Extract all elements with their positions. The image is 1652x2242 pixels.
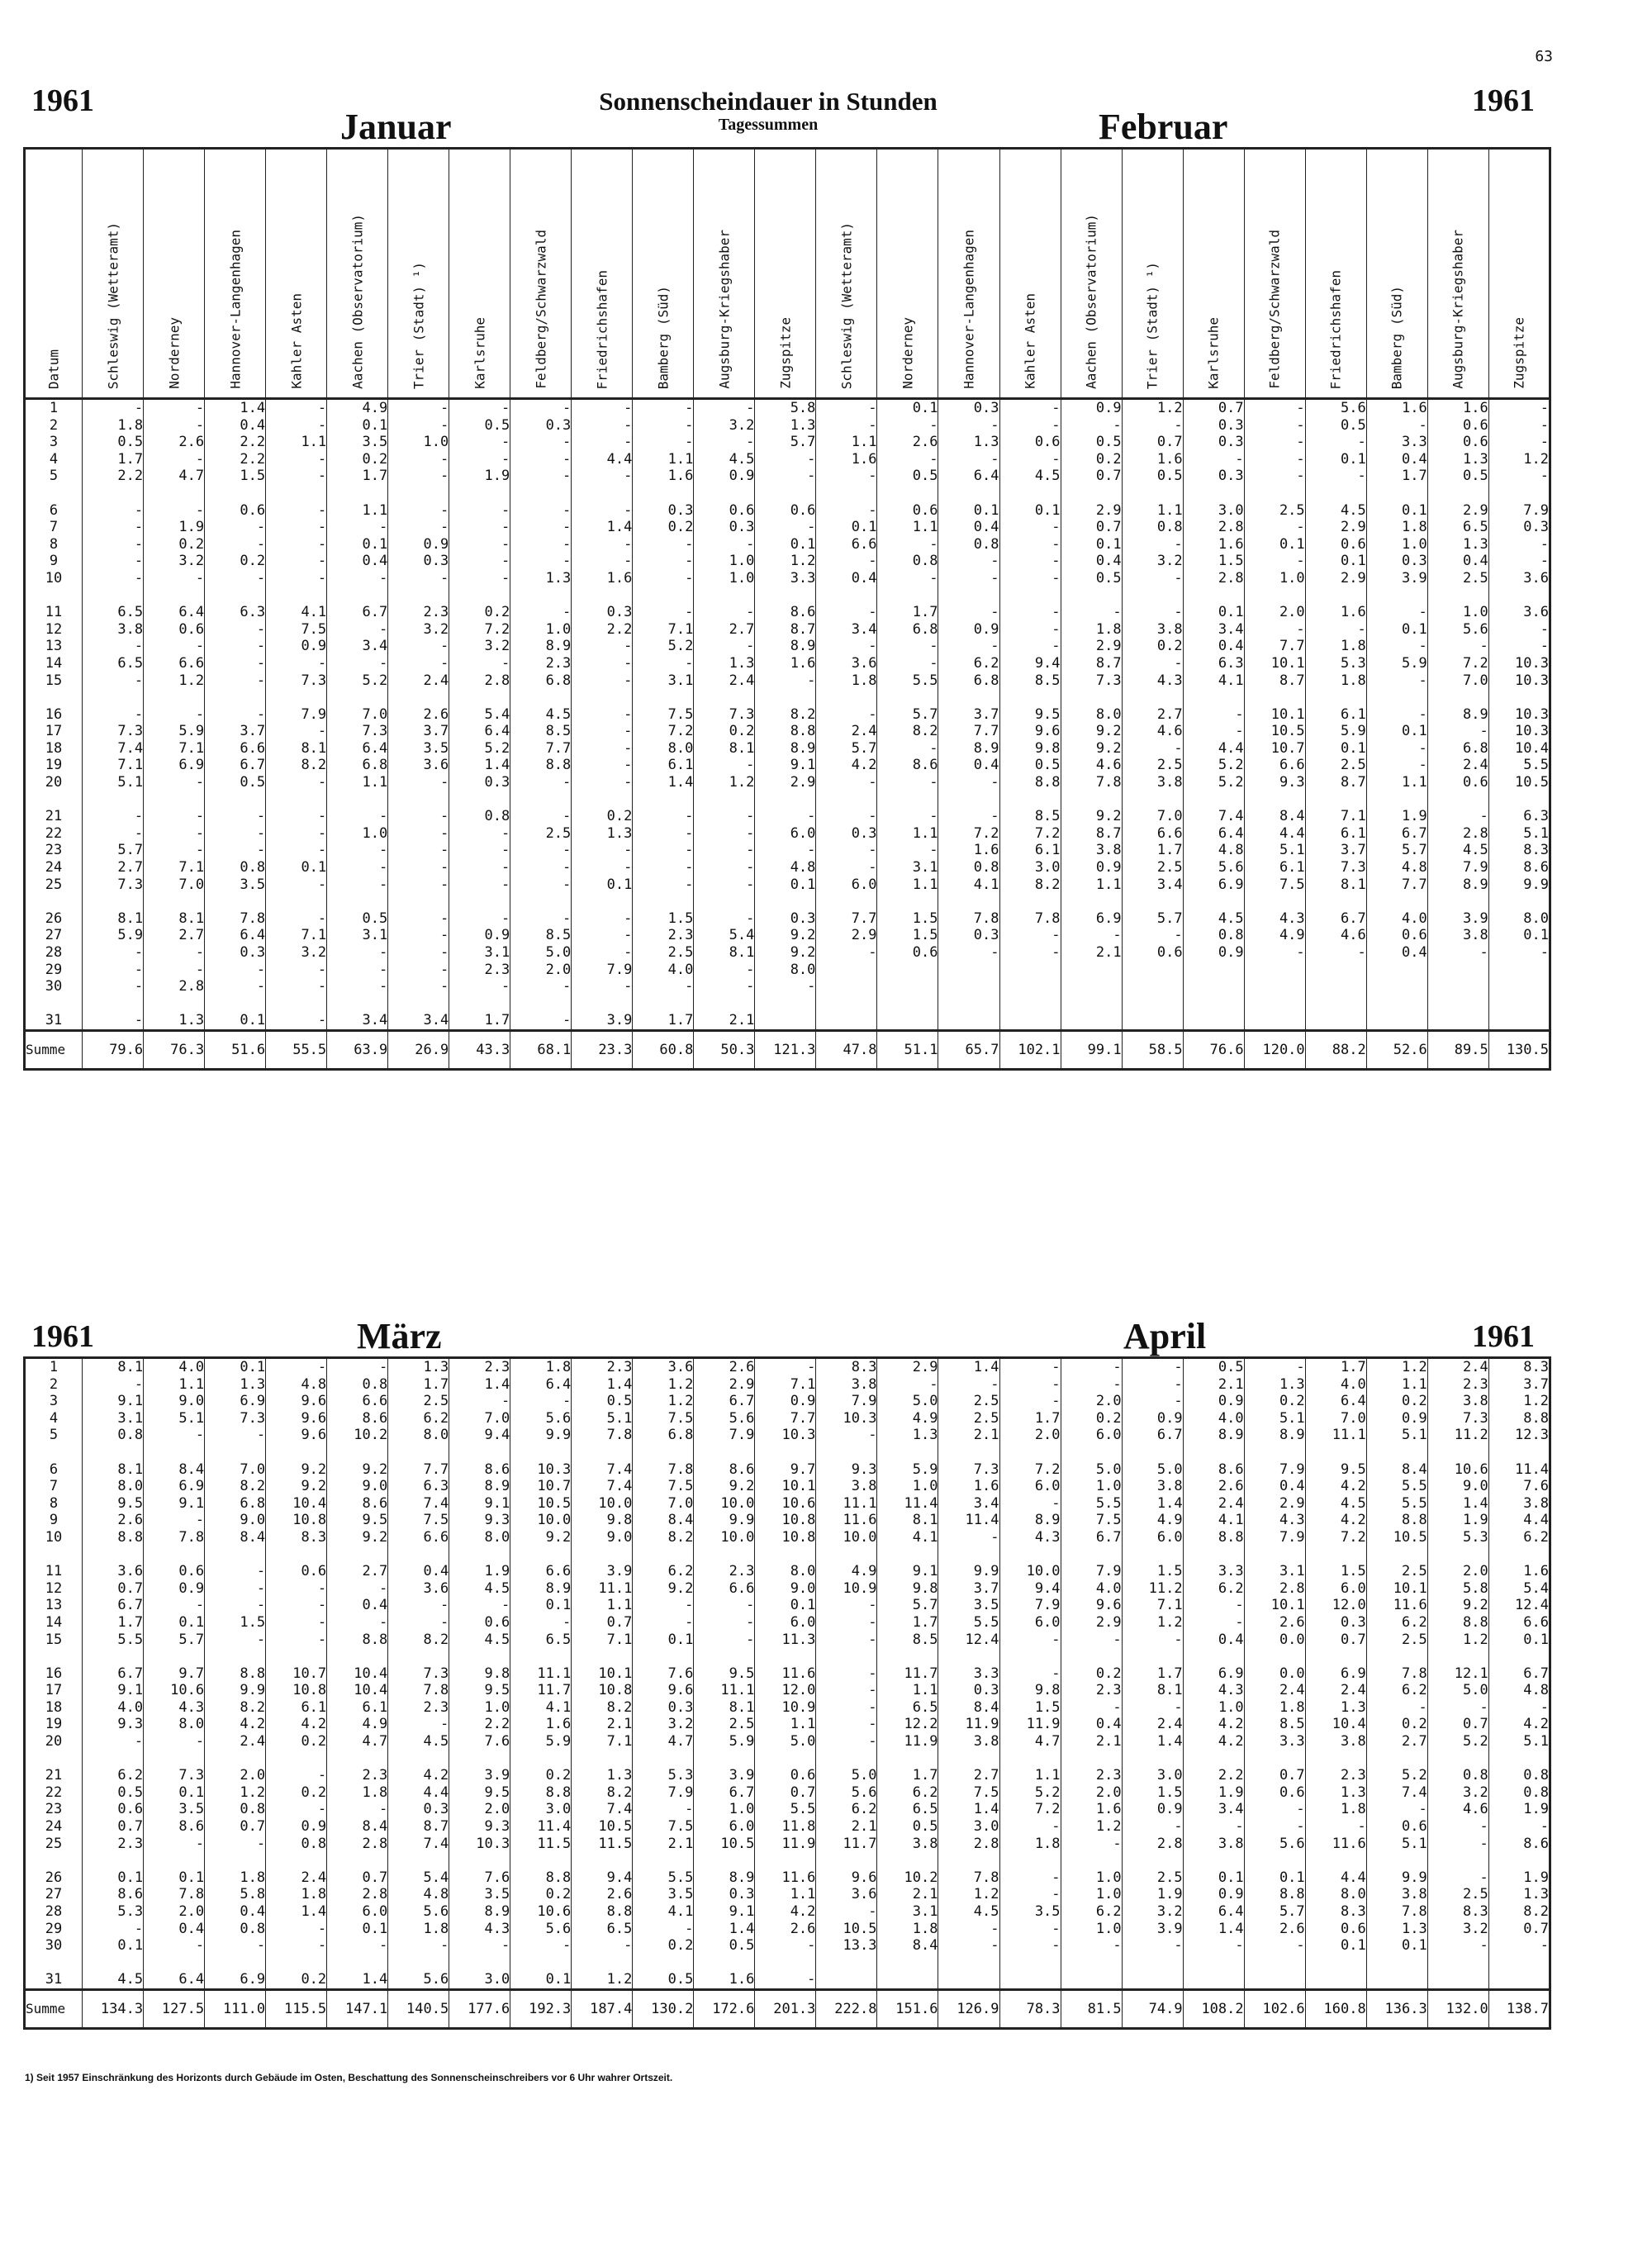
month-februar: Februar [1099,107,1228,147]
station-values: - 0.5 - - 1.9 - - - - - 0.2 7.2 3.2 - 2.8 5.4 6.4 5.2 1.4 0.3 0.8 - - - - - 0.9 3.1 2.3 - 1.7 [449,399,510,1031]
month-januar: Januar [340,107,452,147]
station-values: 1.2 - 0.7 1.6 0.5 1.1 0.8 - 3.2 - - 3.8 0.2 - 4.3 2.7 4.6 - 2.5 3.8 7.0 6.6 1.7 2.5 3.4 5.7 - 0.6 [1122,399,1183,1031]
data-row [25,399,1550,1031]
header-station-label: Friedrichshafen [1327,269,1344,389]
header-station-label: Kahler Asten [288,293,305,389]
station-sum: 160.8 [1305,1989,1366,2028]
station-values: 1.8 6.4 - 5.6 9.9 10.3 10.7 10.5 10.0 9.2 6.6 8.9 0.1 - 6.5 11.1 11.7 4.1 1.6 5.9 0.2 8.8 3.0 11.4 11.5 8.8 0.2 10.6 5.6 - 0.1 [510,1358,572,1990]
header-station [327,149,388,399]
station-sum: 51.6 [205,1030,266,1069]
station-sum: 60.8 [633,1030,694,1069]
table-januar-februar [23,147,1551,1071]
station-values: - - 2.6 - 4.7 - 1.9 0.2 3.2 - 6.4 0.6 - 6.6 1.2 - 5.9 7.1 6.9 - - - - 7.1 7.0 8.1 2.7 - - 2.8 1.3 [144,399,205,1031]
station-sum: 108.2 [1183,1989,1244,2028]
station-sum: 126.9 [938,1989,999,2028]
station-values: 1.2 1.1 0.2 0.9 5.1 8.4 5.5 5.5 8.8 10.5 2.5 10.1 11.6 6.2 2.5 7.8 6.2 - 0.2 2.7 5.2 7.4 - 0.6 5.1 9.9 3.8 7.8 1.3 0.1 [1366,1358,1427,1990]
header-station-label: Trier (Stadt) ¹) [1144,261,1161,389]
station-values: - - - 4.4 - - 1.4 - - 1.6 0.3 2.2 - - - - - - - - 0.2 1.3 - - 0.1 - - - 7.9 - 3.9 [572,399,633,1031]
data-row [25,1358,1550,1990]
footnote: 1) Seit 1957 Einschränkung des Horizonts durch Gebäude im Osten, Beschattung des Sonnenscheinschreibers vor 6 Uhr wahrer Ortszeit. [25,2072,673,2083]
station-sum: 127.5 [144,1989,205,2028]
year-left-top: 1961 [31,83,94,118]
station-sum: 79.6 [83,1030,144,1069]
station-sum: 99.1 [1061,1030,1122,1069]
station-sum: 151.6 [877,1989,938,2028]
station-values: - - 1.0 - - - - 0.9 0.3 - 2.3 3.2 - - 2.4 2.6 3.7 3.5 3.6 - - - - - - - - - - - 3.4 [388,399,449,1031]
station-sum: 147.1 [327,1989,388,2028]
header-station [816,149,877,399]
station-values: - 4.8 9.6 9.6 9.6 9.2 9.2 10.4 10.8 8.3 0.6 - - - - 10.7 10.8 6.1 4.2 0.2 - 0.2 - 0.9 0.8 2.4 1.8 1.4 - - 0.2 [266,1358,327,1990]
station-sum: 130.2 [633,1989,694,2028]
station-sum: 115.5 [266,1989,327,2028]
header-station-label: Norderney [900,317,916,389]
station-values: 0.1 - 2.6 - 0.5 0.6 1.1 - 0.8 - 1.7 6.8 - - 5.5 5.7 8.2 - 8.6 - - 1.1 - 3.1 1.1 1.5 1.5 0.6 [877,399,938,1031]
station-values: - 7.1 0.9 7.7 10.3 9.7 10.1 10.6 10.8 10.8 8.0 9.0 0.1 6.0 11.3 11.6 12.0 10.9 1.1 5.0 0.6 0.7 5.5 11.8 11.9 11.6 1.1 4.2 2.6 - - [755,1358,816,1990]
header-station [1366,149,1427,399]
header-station-label: Feldberg/Schwarzwald [533,230,549,389]
column-header-row [25,149,1550,399]
station-sum: 201.3 [755,1989,816,2028]
station-values: - - - 1.7 2.0 7.2 6.0 - 8.9 4.3 10.0 9.4 7.9 6.0 - - 9.8 1.5 11.9 4.7 1.1 5.2 7.2 - 1.8 - - 3.5 - - [999,1358,1061,1990]
station-sum: 52.6 [1366,1030,1427,1069]
station-values: - - 0.6 - 4.5 0.1 - - - - - - - 9.4 8.5 9.5 9.6 9.8 0.5 8.8 8.5 7.2 6.1 3.0 8.2 7.8 - - [999,399,1061,1031]
header-station-label: Augsburg-Kriegshaber [1450,230,1466,389]
station-values: - - - - - 2.5 - 0.1 - 1.0 2.0 - 7.7 10.1 8.7 10.1 10.5 10.7 6.6 9.3 8.4 4.4 5.1 6.1 7.5 4.3 4.9 - [1244,399,1305,1031]
station-values: 1.4 0.4 2.2 2.2 1.5 0.6 - - 0.2 - 6.3 - - - - - 3.7 6.6 6.7 0.5 - - - 0.8 3.5 7.8 6.4 0.3 - - 0.1 [205,399,266,1031]
header-station-label: Kahler Asten [1022,293,1038,389]
page-subtitle: Tagessummen [718,116,819,134]
station-values: 2.3 1.4 0.5 5.1 7.8 7.4 7.4 10.0 9.8 9.0 3.9 11.1 1.1 0.7 7.1 10.1 10.8 8.2 2.1 7.1 1.3 8.2 7.4 10.5 11.5 9.4 2.6 8.8 6.5 - 1.2 [572,1358,633,1990]
station-sum: 102.6 [1244,1989,1305,2028]
header-station [755,149,816,399]
header-station [266,149,327,399]
header-station-label: Friedrichshafen [594,269,610,389]
station-values: 4.0 1.1 9.0 5.1 - 8.4 6.9 9.1 - 7.8 0.6 0.9 - 0.1 5.7 9.7 10.6 4.3 8.0 - 7.3 0.1 3.5 8.6 - 0.1 7.8 2.0 0.4 - 6.4 [144,1358,205,1990]
year-right-bottom: 1961 [1472,1319,1535,1354]
station-sum: 136.3 [1366,1989,1427,2028]
header-station [205,149,266,399]
station-sum: 192.3 [510,1989,572,2028]
header-station-label: Hannover-Langenhagen [961,230,977,389]
header-station-label: Zugspitze [777,317,794,389]
station-values: 5.6 0.5 - 0.1 - 4.5 2.9 0.6 0.1 2.9 1.6 - 1.8 5.3 1.8 6.1 5.9 0.1 2.5 8.7 7.1 6.1 3.7 7.3 8.1 6.7 4.6 - [1305,399,1366,1031]
header-station [694,149,755,399]
station-values: - - - 1.1 1.6 0.3 0.2 - - - - 7.1 5.2 - 3.1 7.5 7.2 8.0 6.1 1.4 - - - - - 1.5 2.3 2.5 4.0 - 1.7 [633,399,694,1031]
station-sum: 74.9 [1122,1989,1183,2028]
station-values: - - 1.1 1.6 - - 0.1 6.6 - 0.4 - 3.4 - 3.6 1.8 - 2.4 5.7 4.2 - - 0.3 - - 6.0 7.7 2.9 - [816,399,877,1031]
station-sum: 63.9 [327,1030,388,1069]
month-april: April [1123,1316,1207,1356]
header-station [449,149,510,399]
header-station-label: Karlsruhe [472,317,488,389]
station-values: 2.4 2.3 3.8 7.3 11.2 10.6 9.0 1.4 1.9 5.3 2.0 5.8 9.2 8.8 1.2 12.1 5.0 - 0.7 5.2 0.8 3.2 4.6 - - - 2.5 8.3 3.2 - [1427,1358,1488,1990]
header-station-label: Schleswig (Wetteramt) [838,221,855,389]
station-values: - - - 0.9 6.7 5.0 3.8 1.4 4.9 6.0 1.5 11.2 7.1 1.2 - 1.7 8.1 - 2.4 1.4 3.0 1.5 0.9 - 2.8 2.5 1.9 3.2 3.9 - [1122,1358,1183,1990]
station-sum: 102.1 [999,1030,1061,1069]
station-sum: 138.7 [1488,1989,1550,2028]
header-datum [25,149,83,399]
station-sum: 177.6 [449,1989,510,2028]
station-sum: 81.5 [1061,1989,1122,2028]
station-values: 2.3 1.4 - 7.0 9.4 8.6 8.9 9.1 9.3 8.0 1.9 4.5 - 0.6 4.5 9.8 9.5 1.0 2.2 7.6 3.9 9.5 2.0 9.3 10.3 7.6 3.5 8.9 4.3 - 3.0 [449,1358,510,1990]
header-station-label: Bamberg (Süd) [1389,285,1405,389]
header-station [572,149,633,399]
header-station [938,149,999,399]
station-sum: 76.3 [144,1030,205,1069]
header-station [510,149,572,399]
station-values: 1.3 1.7 2.5 6.2 8.0 7.7 6.3 7.4 7.5 6.6 0.4 3.6 - - 8.2 7.3 7.8 2.3 - 4.5 4.2 4.4 0.3 8.7 7.4 5.4 4.8 5.6 1.8 - 5.6 [388,1358,449,1990]
header-station [1244,149,1305,399]
station-values: - 1.3 0.2 5.1 8.9 7.9 0.4 2.9 4.3 7.9 3.1 2.8 10.1 2.6 0.0 0.0 2.4 1.8 8.5 3.3 0.7 0.6 - - 5.6 0.1 8.8 5.7 2.6 - [1244,1358,1305,1990]
station-sum: 65.7 [938,1030,999,1069]
station-values: 0.1 1.3 6.9 7.3 - 7.0 8.2 6.8 9.0 8.4 - - - 1.5 - 8.8 9.9 8.2 4.2 2.4 2.0 1.2 0.8 0.7 - 1.8 5.8 0.4 0.8 - 6.9 [205,1358,266,1990]
sum-row [25,1989,1550,2028]
station-sum: 120.0 [1244,1030,1305,1069]
station-sum: 121.3 [755,1030,816,1069]
header-station [1305,149,1366,399]
header-station-label: Karlsruhe [1205,317,1222,389]
station-sum: 76.6 [1183,1030,1244,1069]
station-sum: 88.2 [1305,1030,1366,1069]
station-values: - - 2.0 0.2 6.0 5.0 1.0 5.5 7.5 6.7 7.9 4.0 9.6 2.9 - 0.2 2.3 - 0.4 2.1 2.3 2.0 1.6 1.2 - 1.0 1.0 6.2 1.0 - [1061,1358,1122,1990]
year-right-top: 1961 [1472,83,1535,118]
station-values: 0.7 0.3 0.3 - 0.3 3.0 2.8 1.6 1.5 2.8 0.1 3.4 0.4 6.3 4.1 - - 4.4 5.2 5.2 7.4 6.4 4.8 5.6 6.9 4.5 0.8 0.9 [1183,399,1244,1031]
header-station-label: Trier (Stadt) ¹) [411,261,427,389]
header-station [144,149,205,399]
sum-row [25,1030,1550,1069]
station-sum: 68.1 [510,1030,572,1069]
month-maerz: März [357,1316,442,1356]
station-values: - - 1.1 - - - - - - - 4.1 7.5 0.9 - 7.3 7.9 - 8.1 8.2 - - - - 0.1 - - 7.1 3.2 - - - [266,399,327,1031]
header-station-label: Norderney [166,317,183,389]
station-sum: 58.5 [1122,1030,1183,1069]
station-sum: 140.5 [388,1989,449,2028]
station-values: 8.3 3.8 7.9 10.3 - 9.3 3.8 11.1 11.6 10.0 4.9 10.9 - - - - - - - - 5.0 5.6 6.2 2.1 11.7 9.6 3.6 - 10.5 13.3 [816,1358,877,1990]
year-left-bottom: 1961 [31,1319,94,1354]
station-values: 5.8 1.3 5.7 - - 0.6 - 0.1 1.2 3.3 8.6 8.7 8.9 1.6 - 8.2 8.8 8.9 9.1 2.9 - 6.0 - 4.8 0.1 0.3 9.2 9.2 8.0 - [755,399,816,1031]
station-values: 4.9 0.1 3.5 0.2 1.7 1.1 - 0.1 0.4 - 6.7 - 3.4 - 5.2 7.0 7.3 6.4 6.8 1.1 - 1.0 - - - 0.5 3.1 - - - 3.4 [327,399,388,1031]
station-sum: 47.8 [816,1030,877,1069]
header-datum-label: Datum [45,349,62,389]
station-values: 1.4 - 2.5 2.5 2.1 7.3 1.6 3.4 11.4 - 9.9 3.7 3.5 5.5 12.4 3.3 0.3 8.4 11.9 3.8 2.7 7.5 1.4 3.0 2.8 7.8 1.2 4.5 - - [938,1358,999,1990]
station-sum: 89.5 [1427,1030,1488,1069]
header-station [1061,149,1122,399]
station-values: - 0.8 6.6 8.6 10.2 9.2 9.0 8.6 9.5 9.2 2.7 - 0.4 - 8.8 10.4 10.4 6.1 4.9 4.7 2.3 1.8 - 8.4 2.8 0.7 2.8 6.0 0.1 - 1.4 [327,1358,388,1990]
header-station-label: Aachen (Observatorium) [1083,214,1099,389]
station-sum: 187.4 [572,1989,633,2028]
station-sum: 132.0 [1427,1989,1488,2028]
station-sum: 111.0 [205,1989,266,2028]
header-station [877,149,938,399]
station-sum: 26.9 [388,1030,449,1069]
page-number: 63 [1535,48,1553,65]
station-values: 0.5 2.1 0.9 4.0 8.9 8.6 2.6 2.4 4.1 8.8 3.3 6.2 - - 0.4 6.9 4.3 1.0 4.2 4.2 2.2 1.9 3.4 - 3.8 0.1 0.9 6.4 1.4 - [1183,1358,1244,1990]
station-values: 8.3 3.7 1.2 8.8 12.3 11.4 7.6 3.8 4.4 6.2 1.6 5.4 12.4 6.6 0.1 6.7 4.8 - 4.2 5.1 0.8 0.8 1.9 - 8.6 1.9 1.3 8.2 0.7 - [1488,1358,1550,1990]
station-values: 2.6 2.9 6.7 5.6 7.9 8.6 9.2 10.0 9.9 10.0 2.3 6.6 - - - 9.5 11.1 8.1 2.5 5.9 3.9 6.7 1.0 6.0 10.5 8.9 0.3 9.1 1.4 0.5 1.6 [694,1358,755,1990]
station-values: 1.6 - 3.3 0.4 1.7 0.1 1.8 1.0 0.3 3.9 - 0.1 - 5.9 - - 0.1 - - 1.1 1.9 6.7 5.7 4.8 7.7 4.0 0.6 0.4 [1366,399,1427,1031]
station-sum: 222.8 [816,1989,877,2028]
station-sum: 172.6 [694,1989,755,2028]
station-values: - 3.2 - 4.5 0.9 0.6 0.3 - 1.0 1.0 - 2.7 - 1.3 2.4 7.3 0.2 8.1 - 1.2 - - - - - - 5.4 8.1 - - 2.1 [694,399,755,1031]
header-station [1122,149,1183,399]
station-values: 0.3 - 1.3 - 6.4 0.1 0.4 0.8 - - - 0.9 - 6.2 6.8 3.7 7.7 8.9 0.4 - - 7.2 1.6 0.8 4.1 7.8 0.3 - [938,399,999,1031]
header-station-label: Augsburg-Kriegshaber [716,230,733,389]
station-values: 3.6 1.2 1.2 7.5 6.8 7.8 7.5 7.0 8.4 8.2 6.2 9.2 - - 0.1 7.6 9.6 0.3 3.2 4.7 5.3 7.9 - 7.5 2.1 5.5 3.5 4.1 - 0.2 0.5 [633,1358,694,1990]
station-sum: 50.3 [694,1030,755,1069]
station-values: - - - 1.2 - 7.9 0.3 - - 3.6 3.6 - - 10.3 10.3 10.3 10.3 10.4 5.5 10.5 6.3 5.1 8.3 8.6 9.9 8.0 0.1 - [1488,399,1550,1031]
day-numbers: 1 2 3 4 5 6 7 8 9 10 11 12 13 14 15 16 17 18 19 20 21 22 23 24 25 26 27 28 29 30 31 [45,400,63,1029]
header-station [388,149,449,399]
header-station [83,149,144,399]
station-sum: 23.3 [572,1030,633,1069]
station-values: 8.1 - 9.1 3.1 0.8 8.1 8.0 9.5 2.6 8.8 3.6 0.7 6.7 1.7 5.5 6.7 9.1 4.0 9.3 - 6.2 0.5 0.6 0.7 2.3 0.1 8.6 5.3 - 0.1 4.5 [83,1358,144,1990]
header-station-label: Aachen (Observatorium) [349,214,366,389]
station-sum: 134.3 [83,1989,144,2028]
header-station [1427,149,1488,399]
station-values: 1.6 0.6 0.6 1.3 0.5 2.9 6.5 1.3 0.4 2.5 1.0 5.6 - 7.2 7.0 8.9 - 6.8 2.4 0.6 - 2.8 4.5 7.9 8.9 3.9 3.8 - [1427,399,1488,1031]
header-station-label: Bamberg (Süd) [655,285,672,389]
station-sum: 130.5 [1488,1030,1550,1069]
sum-label: Summe [25,1989,83,2028]
station-sum: 55.5 [266,1030,327,1069]
table-maerz-april [23,1356,1551,2030]
page-title: Sonnenscheindauer in Stunden [599,87,938,116]
header-station [633,149,694,399]
station-values: - 1.8 0.5 1.7 2.2 - - - - - 6.5 3.8 - 6.5 - - 7.3 7.4 7.1 5.1 - - 5.7 2.7 7.3 8.1 5.9 - - - - [83,399,144,1031]
header-station [1488,149,1550,399]
station-sum: 43.3 [449,1030,510,1069]
header-station-label: Schleswig (Wetteramt) [105,221,121,389]
station-values: 1.7 4.0 6.4 7.0 11.1 9.5 4.2 4.5 4.2 7.2 1.5 6.0 12.0 0.3 0.7 6.9 2.4 1.3 10.4 3.8 2.3 1.3 1.8 - 11.6 4.4 8.0 8.3 0.6 0.1 [1305,1358,1366,1990]
sum-label: Summe [25,1030,83,1069]
header-station [999,149,1061,399]
header-station-label: Feldberg/Schwarzwald [1266,230,1283,389]
station-values: 2.9 - 5.0 4.9 1.3 5.9 1.0 11.4 8.1 4.1 9.1 9.8 5.7 1.7 8.5 11.7 1.1 6.5 12.2 11.9 1.7 6.2 6.5 0.5 3.8 10.2 2.1 3.1 1.8 8.4 [877,1358,938,1990]
station-values: 0.9 - 0.5 0.2 0.7 2.9 0.7 0.1 0.4 0.5 - 1.8 2.9 8.7 7.3 8.0 9.2 9.2 4.6 7.8 9.2 8.7 3.8 0.9 1.1 6.9 - 2.1 [1061,399,1122,1031]
header-station-label: Hannover-Langenhagen [227,230,244,389]
header-station-label: Zugspitze [1511,317,1527,389]
day-numbers: 1 2 3 4 5 6 7 8 9 10 11 12 13 14 15 16 17 18 19 20 21 22 23 24 25 26 27 28 29 30 31 [45,1359,63,1988]
station-sum: 78.3 [999,1989,1061,2028]
header-station [1183,149,1244,399]
station-values: - 0.3 - - - - - - - 1.3 - 1.0 8.9 2.3 6.8 4.5 8.5 7.7 8.8 - - 2.5 - - - - 8.5 5.0 2.0 - - [510,399,572,1031]
station-sum: 51.1 [877,1030,938,1069]
